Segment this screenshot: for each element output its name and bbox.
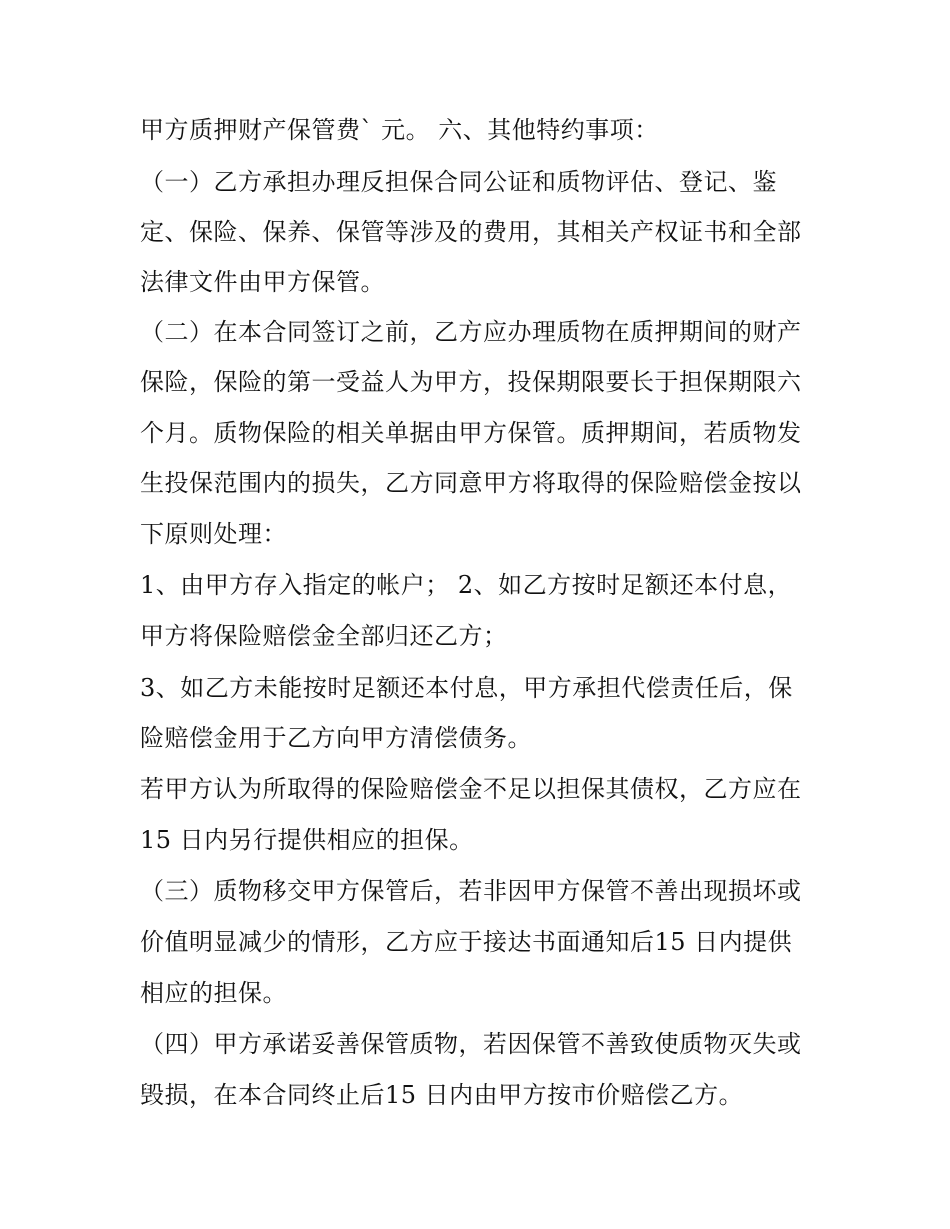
text-line: 毁损，在本合同终止后15 日内由甲方按市价赔偿乙方。 (140, 1081, 744, 1109)
text-line: 15 日内另行提供相应的担保。 (140, 826, 474, 854)
text-line: 个月。质物保险的相关单据由甲方保管。质押期间，若质物发 (140, 419, 802, 447)
text-line: 定、保险、保养、保管等涉及的费用，其相关产权证书和全部 (140, 218, 802, 246)
text-line: 法律文件由甲方保管。 (140, 268, 385, 296)
text-line: 若甲方认为所取得的保险赔偿金不足以担保其债权，乙方应在 (140, 775, 802, 803)
text-line: （四）甲方承诺妥善保管质物，若因保管不善致使质物灭失或 (140, 1030, 802, 1058)
text-line: （三）质物移交甲方保管后，若非因甲方保管不善出现损坏或 (140, 877, 802, 905)
text-line: 相应的担保。 (140, 979, 287, 1007)
text-line: 1、由甲方存入指定的帐户； 2、如乙方按时足额还本付息， (140, 571, 793, 599)
text-line: 生投保范围内的损失，乙方同意甲方将取得的保险赔偿金按以 (140, 469, 802, 497)
text-line: 3、如乙方未能按时足额还本付息，甲方承担代偿责任后，保 (140, 674, 793, 702)
text-line: 下原则处理： (140, 520, 287, 548)
text-line: （一）乙方承担办理反担保合同公证和质物评估、登记、鉴 (140, 168, 777, 196)
text-line: （二）在本合同签订之前，乙方应办理质物在质押期间的财产 (140, 318, 802, 346)
text-line: 甲方将保险赔偿金全部归还乙方； (140, 622, 508, 650)
text-line: 甲方质押财产保管费` 元。 六、其他特约事项： (140, 116, 659, 144)
text-line: 价值明显减少的情形，乙方应于接达书面通知后15 日内提供 (140, 928, 793, 956)
text-line: 险赔偿金用于乙方向甲方清偿债务。 (140, 724, 532, 752)
text-line: 保险，保险的第一受益人为甲方，投保期限要长于担保期限六 (140, 368, 802, 396)
